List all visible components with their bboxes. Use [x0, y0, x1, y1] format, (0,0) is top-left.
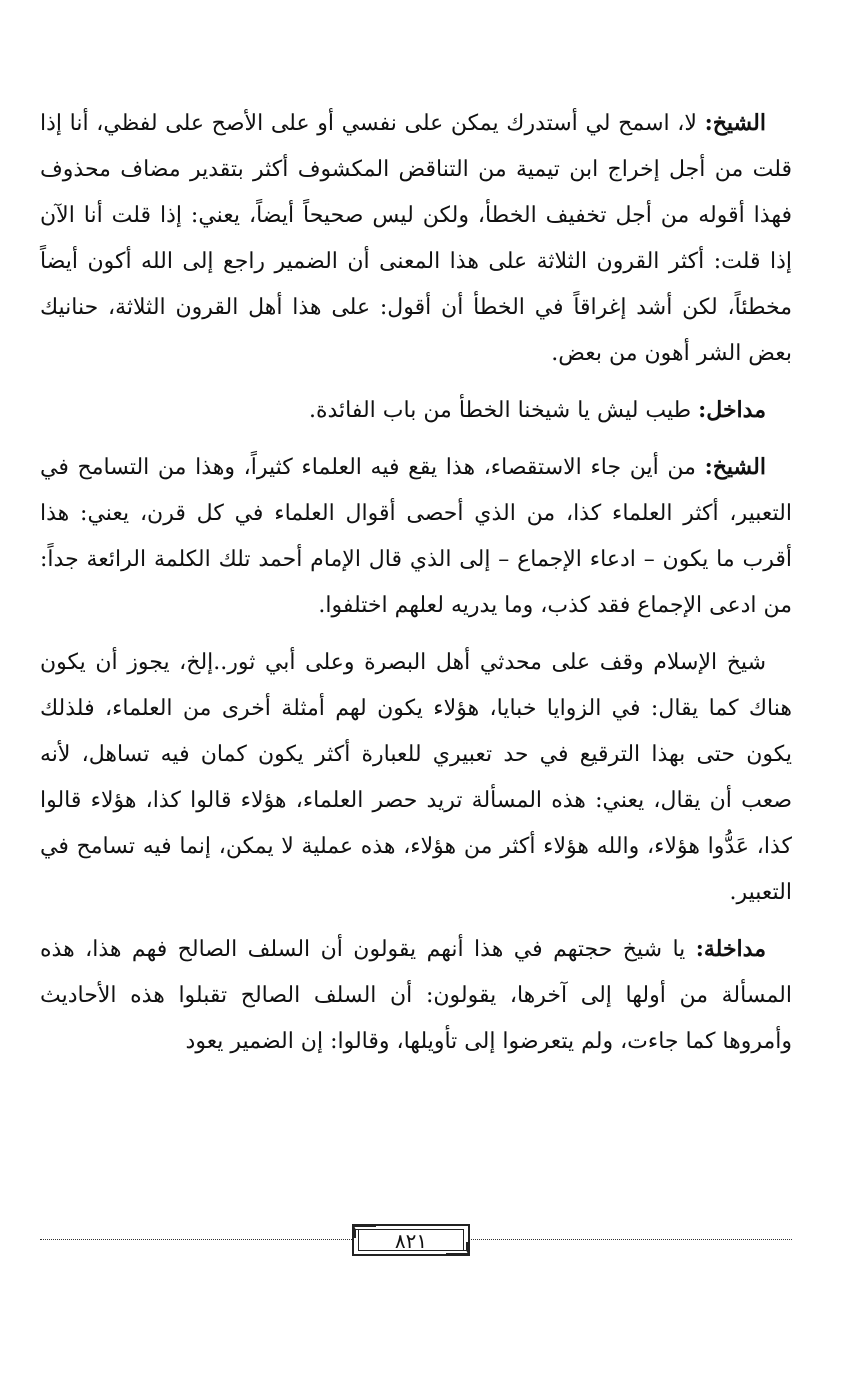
paragraph-text: شيخ الإسلام وقف على محدثي أهل البصرة وعلى أبي ثور..إلخ، يجوز أن يكون هناك كما يقال: في الزوايا خبايا، هؤلاء يكون لهم أمثلة أخرى من العلماء، فلذلك يكون حتى بهذا الترقيع في حد تعبيري للعبارة أكثر يكون كمان فيه تساهل، لأنه صعب أن يقال، يعني: هذه المسألة تريد حصر العلماء، هؤلاء قالوا كذا، هؤلاء قالوا كذا، عَدُّوا هؤلاء، والله هؤلاء أكثر من هؤلاء، هذه عملية لا يمكن، إنما فيه تسامح في التعبير. [40, 650, 792, 905]
paragraph-text: من أين جاء الاستقصاء، هذا يقع فيه العلماء كثيراً، وهذا من التسامح في التعبير، أكثر العلماء كذا، من الذي أحصى أقوال العلماء في كل قرن، يعني: هذا أقرب ما يكون – ادعاء الإجماع – إلى الذي قال الإمام أحمد تلك الكلمة الرائعة جداً: من ادعى الإجماع فقد كذب، وما يدريه لعلهم اختلفوا. [40, 455, 792, 618]
paragraph-text: طيب ليش يا شيخنا الخطأ من باب الفائدة. [308, 398, 692, 423]
speaker-label: مداخل: [698, 397, 766, 423]
speaker-label: الشيخ: [704, 454, 766, 480]
paragraph [40, 387, 792, 434]
paragraph-text: لا، اسمح لي أستدرك يمكن على نفسي أو على الأصح على لفظي، أنا إذا قلت من أجل إخراج ابن تيمية من التناقض المكشوف أكثر بتقدير مضاف محذوف فهذا أقوله من أجل تخفيف الخطأ، ولكن ليس صحيحاً أيضاً، يعني: إذا قلت أنا الآن إذا قلت: أكثر القرون الثلاثة على هذا المعنى أن الضمير راجع إلى الله أكون أيضاً مخطئاً، لكن أشد إغراقاً في الخطأ أن أقول: على هذا أهل القرون الثلاثة، حنانيك بعض الشر أهون من بعض. [40, 111, 792, 366]
speaker-label: مداخلة: [695, 936, 766, 962]
paragraph [40, 444, 792, 629]
page-body [40, 100, 792, 1075]
speaker-label: الشيخ: [704, 110, 766, 136]
paragraph [40, 639, 792, 916]
page-footer [40, 1222, 792, 1262]
page-number-frame [352, 1224, 470, 1256]
paragraph [40, 926, 792, 1065]
paragraph-text: يا شيخ حجتهم في هذا أنهم يقولون أن السلف الصالح فهم هذا، هذه المسألة من أولها إلى آخرها، يقولون: أن السلف الصالح تقبلوا هذه الأحاديث وأمروها كما جاءت، ولم يتعرضوا إلى تأويلها، وقالوا: إن الضمير يعود [40, 937, 792, 1054]
page-number: ٨٢١ [394, 1229, 428, 1253]
paragraph [40, 100, 792, 377]
